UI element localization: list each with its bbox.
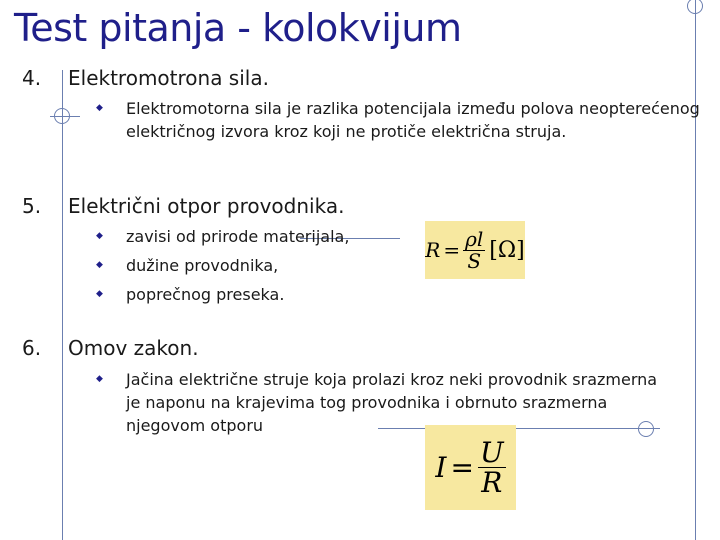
slide-title: Test pitanja - kolokvijum	[14, 6, 462, 50]
section-heading: Elektromotrona sila.	[68, 66, 269, 90]
ohm-formula	[425, 425, 516, 510]
bullet-icon: ◆	[96, 103, 103, 113]
bullet-icon: ◆	[96, 231, 103, 241]
formula-unit: [Ω]	[489, 237, 525, 263]
formula-fraction	[463, 226, 485, 273]
bullet-text: Elektromotorna sila je razlika potencijala između polova neopterećenog električnog izvora kroz koji ne protiče električna struja.	[126, 99, 700, 141]
formula-equals: =	[450, 451, 474, 484]
formula-numerator: ρl	[465, 226, 484, 251]
section-number: 4.	[22, 66, 42, 90]
frame-circle-left	[54, 108, 70, 124]
formula-equals: =	[443, 238, 461, 262]
section-number: 5.	[22, 194, 42, 218]
formula-lhs: R	[425, 238, 441, 262]
bullet-text: dužine provodnika,	[126, 256, 279, 275]
bullet-icon: ◆	[96, 374, 103, 384]
frame-circle-top-right	[687, 0, 703, 14]
bullet-icon: ◆	[96, 289, 103, 299]
resistance-formula	[425, 221, 525, 279]
bullet-icon: ◆	[96, 260, 103, 270]
section-heading: Omov zakon.	[68, 336, 199, 360]
frame-line-right	[695, 0, 696, 540]
formula-numerator: U	[479, 435, 504, 469]
bullet-text: Jačina električne struje koja prolazi kroz neki provodnik srazmerna je naponu na krajevima tog provodnika i obrnuto srazmerna njegovom otporu	[126, 370, 658, 435]
section-heading: Električni otpor provodnika.	[68, 194, 345, 218]
formula-denominator: R	[481, 466, 503, 499]
formula-fraction	[478, 435, 506, 499]
frame-line-left	[62, 70, 63, 540]
section-number: 6.	[22, 336, 42, 360]
formula-denominator: S	[467, 248, 482, 273]
formula-lhs: I	[435, 451, 447, 484]
bullet-text: zavisi od prirode materijala,	[126, 227, 350, 246]
bullet-text: poprečnog preseka.	[126, 285, 285, 304]
